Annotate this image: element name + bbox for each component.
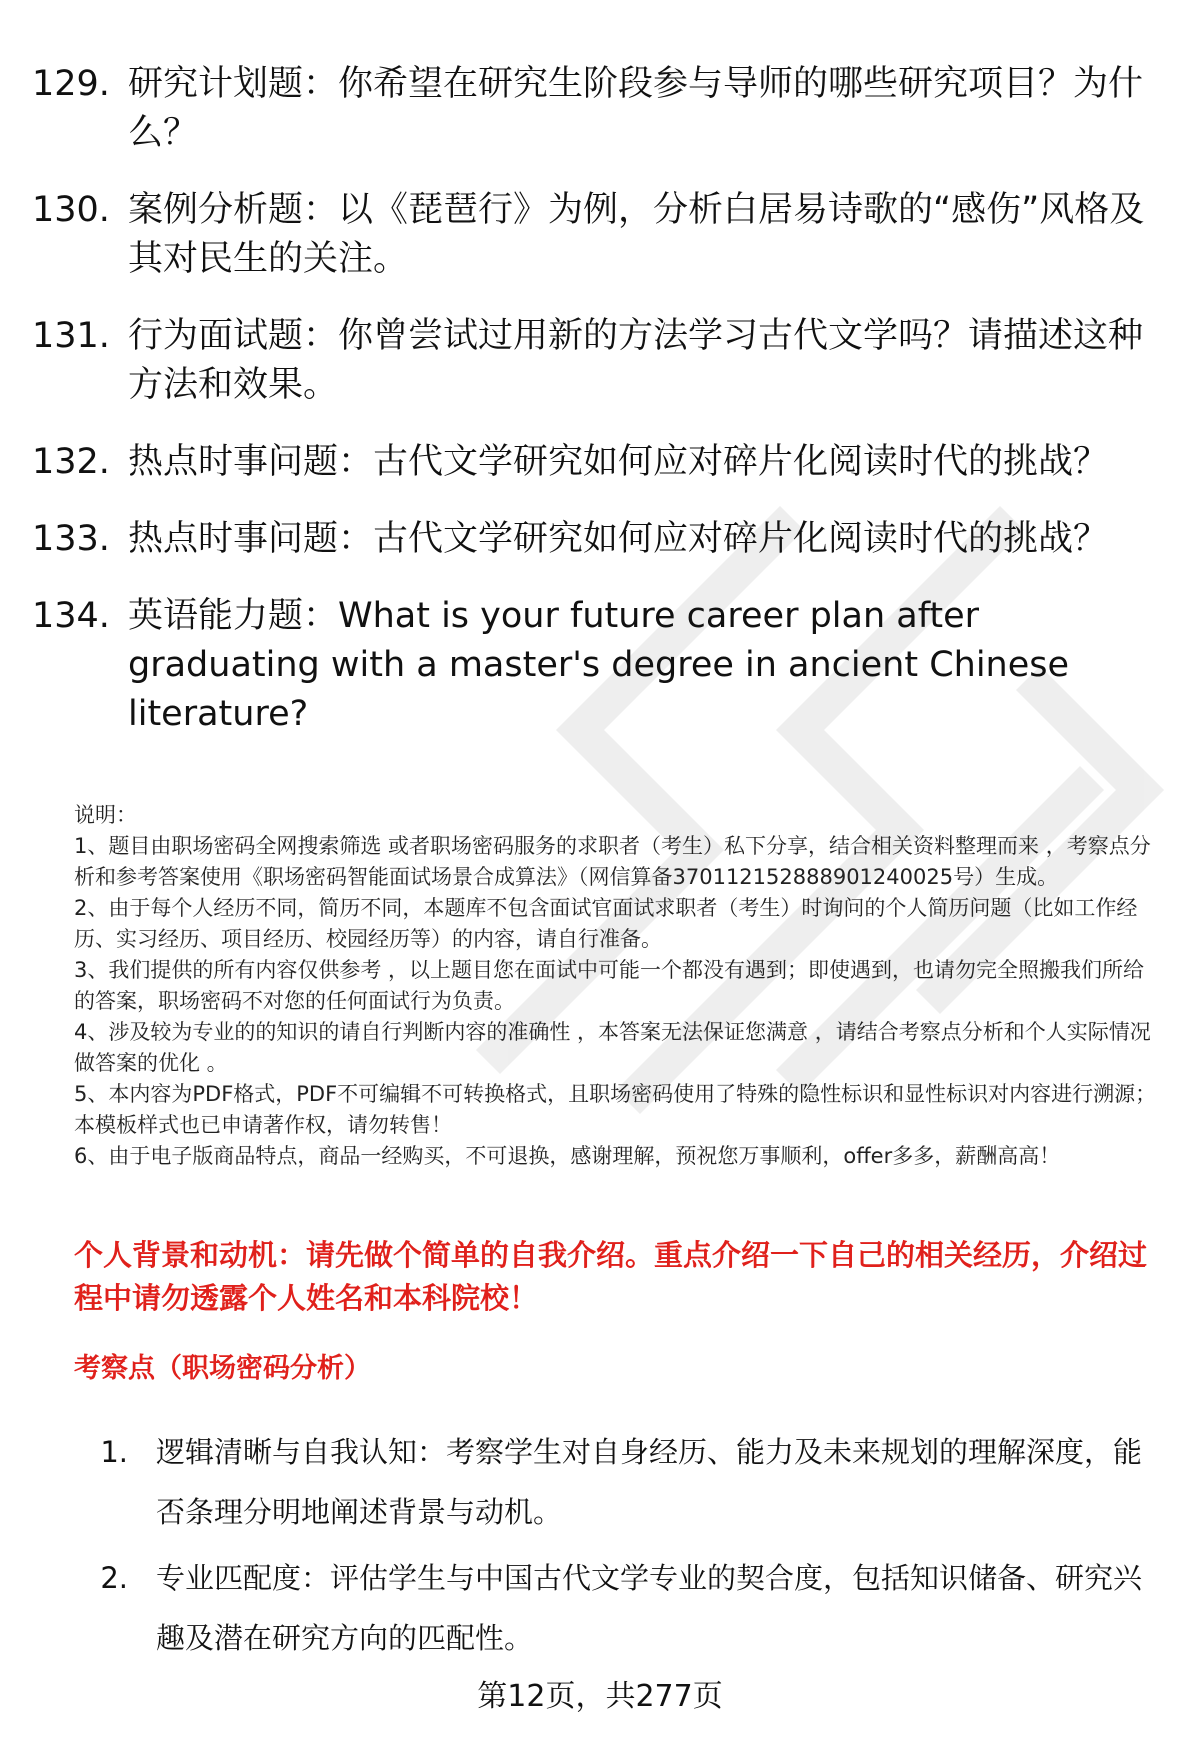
question-text: 行为面试题：你曾尝试过用新的方法学习古代文学吗？请描述这种方法和效果。 — [128, 316, 1144, 405]
note-item: 2、由于每个人经历不同，简历不同，本题库不包含面试官面试求职者（考生）时询问的个人简历问题（比如工作经历、实习经历、项目经历、校园经历等）的内容，请自行准备。 — [74, 896, 1138, 951]
question-text: 热点时事问题：古代文学研究如何应对碎片化阅读时代的挑战？ — [128, 519, 1109, 559]
question-item — [32, 60, 1152, 158]
question-number: 131. — [32, 316, 110, 356]
note-item: 1、题目由职场密码全网搜索筛选 或者职场密码服务的求职者（考生）私下分享，结合相关资料整理而来 ，考察点分析和参考答案使用《职场密码智能面试场景合成算法》（网信算备370112152888901240025号）生成。 — [74, 834, 1151, 889]
point-number: 1. — [100, 1435, 128, 1469]
question-text: 研究计划题：你希望在研究生阶段参与导师的哪些研究项目？为什么？ — [128, 64, 1144, 153]
notes-section — [74, 800, 1164, 1172]
question-item — [32, 186, 1152, 284]
question-item — [32, 438, 1152, 487]
question-text: 热点时事问题：古代文学研究如何应对碎片化阅读时代的挑战？ — [128, 442, 1109, 482]
analysis-heading: 考察点（职场密码分析） — [74, 1353, 371, 1384]
question-text: 案例分析题：以《琵琶行》为例，分析白居易诗歌的“感伤”风格及其对民生的关注。 — [128, 190, 1145, 279]
analysis-point — [74, 1548, 1164, 1668]
question-number: 132. — [32, 442, 110, 482]
analysis-point — [74, 1422, 1164, 1542]
page-number: 第12页，共277页 — [477, 1679, 723, 1714]
note-item: 3、我们提供的所有内容仅供参考 ，以上题目您在面试中可能一个都没有遇到；即使遇到，也请勿完全照搬我们所给的答案，职场密码不对您的任何面试行为负责。 — [74, 958, 1145, 1013]
point-text: 专业匹配度：评估学生与中国古代文学专业的契合度，包括知识储备、研究兴趣及潜在研究方向的匹配性。 — [156, 1561, 1143, 1655]
question-number: 133. — [32, 519, 110, 559]
question-heading: 个人背景和动机：请先做个简单的自我介绍。重点介绍一下自己的相关经历，介绍过程中请勿透露个人姓名和本科院校！ — [74, 1238, 1148, 1315]
point-text: 逻辑清晰与自我认知：考察学生对自身经历、能力及未来规划的理解深度，能否条理分明地阐述背景与动机。 — [156, 1435, 1143, 1529]
analysis-points — [74, 1422, 1164, 1674]
question-item — [32, 515, 1152, 564]
question-item — [32, 592, 1152, 739]
question-number: 134. — [32, 596, 110, 636]
question-number: 130. — [32, 190, 110, 230]
question-number: 129. — [32, 64, 110, 104]
question-item — [32, 312, 1152, 410]
point-number: 2. — [100, 1561, 128, 1595]
question-text: 英语能力题：What is your future career plan after graduating with a master's degree in ancient Chinese literature? — [128, 596, 1070, 734]
note-item: 5、本内容为PDF格式，PDF不可编辑不可转换格式，且职场密码使用了特殊的隐性标识和显性标识对内容进行溯源；本模板样式也已申请著作权，请勿转售！ — [74, 1082, 1157, 1137]
note-item: 4、涉及较为专业的的知识的请自行判断内容的准确性 ，本答案无法保证您满意 ，请结合考察点分析和个人实际情况做答案的优化 。 — [74, 1020, 1151, 1075]
note-item: 6、由于电子版商品特点，商品一经购买，不可退换，感谢理解，预祝您万事顺利，offer多多，薪酬高高！ — [74, 1144, 1061, 1168]
question-list — [32, 60, 1152, 767]
notes-title: 说明： — [74, 803, 137, 827]
